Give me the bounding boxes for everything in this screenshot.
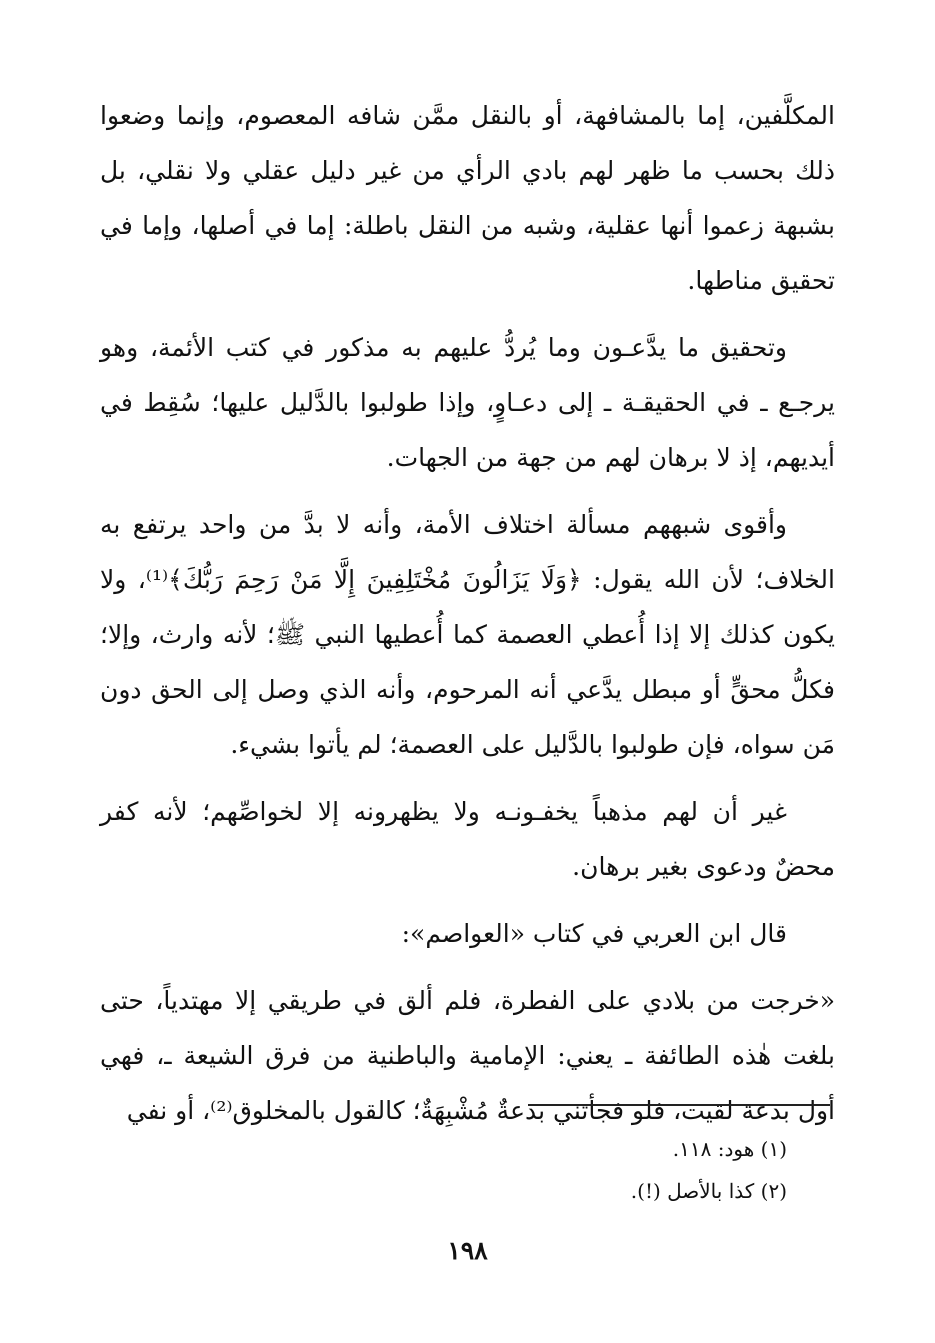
paragraph-6: «خرجت من بلادي على الفطرة، فلم ألق في طريقي إلا مهتدياً، حتى بلغت هٰذه الطائفة ـ يعني: الإمامية والباطنية من فرق الشيعة ـ، فهي أول بدعة لقيت، فلو فجأتني بدعةٌ مُشْبِهَةٌ؛ كالقول بالمخلوق⁽²⁾، أو نفي [100, 986, 835, 1125]
paragraph-3: وأقوى شبههم مسألة اختلاف الأمة، وأنه لا بدَّ من واحد يرتفع به الخلاف؛ لأن الله يقول: ﴿وَلَا يَزَالُونَ مُخْتَلِفِينَ إِلَّا مَنْ رَحِمَ رَبُّكَ﴾⁽¹⁾، ولا يكون كذلك إلا إذا أُعطي العصمة كما أُعطيها النبي ﷺ؛ لأنه وارث، وإلا؛ فكلُّ محقٍّ أو مبطل يدَّعي أنه المرحوم، وأنه الذي وصل إلى الحق دون مَن سواه، فإن طولبوا بالدَّليل على العصمة؛ لم يأتوا بشيء. [100, 510, 835, 759]
paragraph-2: وتحقيق ما يدَّعـون وما يُردُّ عليهم به مذكور في كتب الأئمة، وهو يرجـع ـ في الحقيقـة ـ إلى دعـاوٍ، وإذا طولبوا بالدَّليل عليها؛ سُقِط في أيديهم، إذ لا برهان لهم من جهة من الجهات. [100, 333, 835, 472]
footnote-1: (١) هود: ١١٨. [672, 1137, 787, 1161]
page-body [100, 88, 835, 1138]
paragraph-5: قال ابن العربي في كتاب «العواصم»: [401, 919, 787, 948]
footnotes [367, 1128, 787, 1212]
paragraph-1: المكلَّفين، إما بالمشافهة، أو بالنقل ممَّن شافه المعصوم، وإنما وضعوا ذلك بحسب ما ظهر لهم بادي الرأي من غير دليل عقلي ولا نقلي، بل بشبهة زعموا أنها عقلية، وشبه من النقل باطلة: إما في أصلها، وإما في تحقيق مناطها. [100, 101, 835, 295]
page-number: ١٩٨ [447, 1236, 488, 1265]
footnote-2: (٢) كذا بالأصل (!). [630, 1179, 787, 1203]
paragraph-4: غير أن لهم مذهباً يخفـونـه ولا يظهرونه إلا لخواصِّهم؛ لأنه كفر محضٌ ودعوى بغير برهان. [100, 797, 835, 881]
footnote-divider [528, 1104, 830, 1106]
